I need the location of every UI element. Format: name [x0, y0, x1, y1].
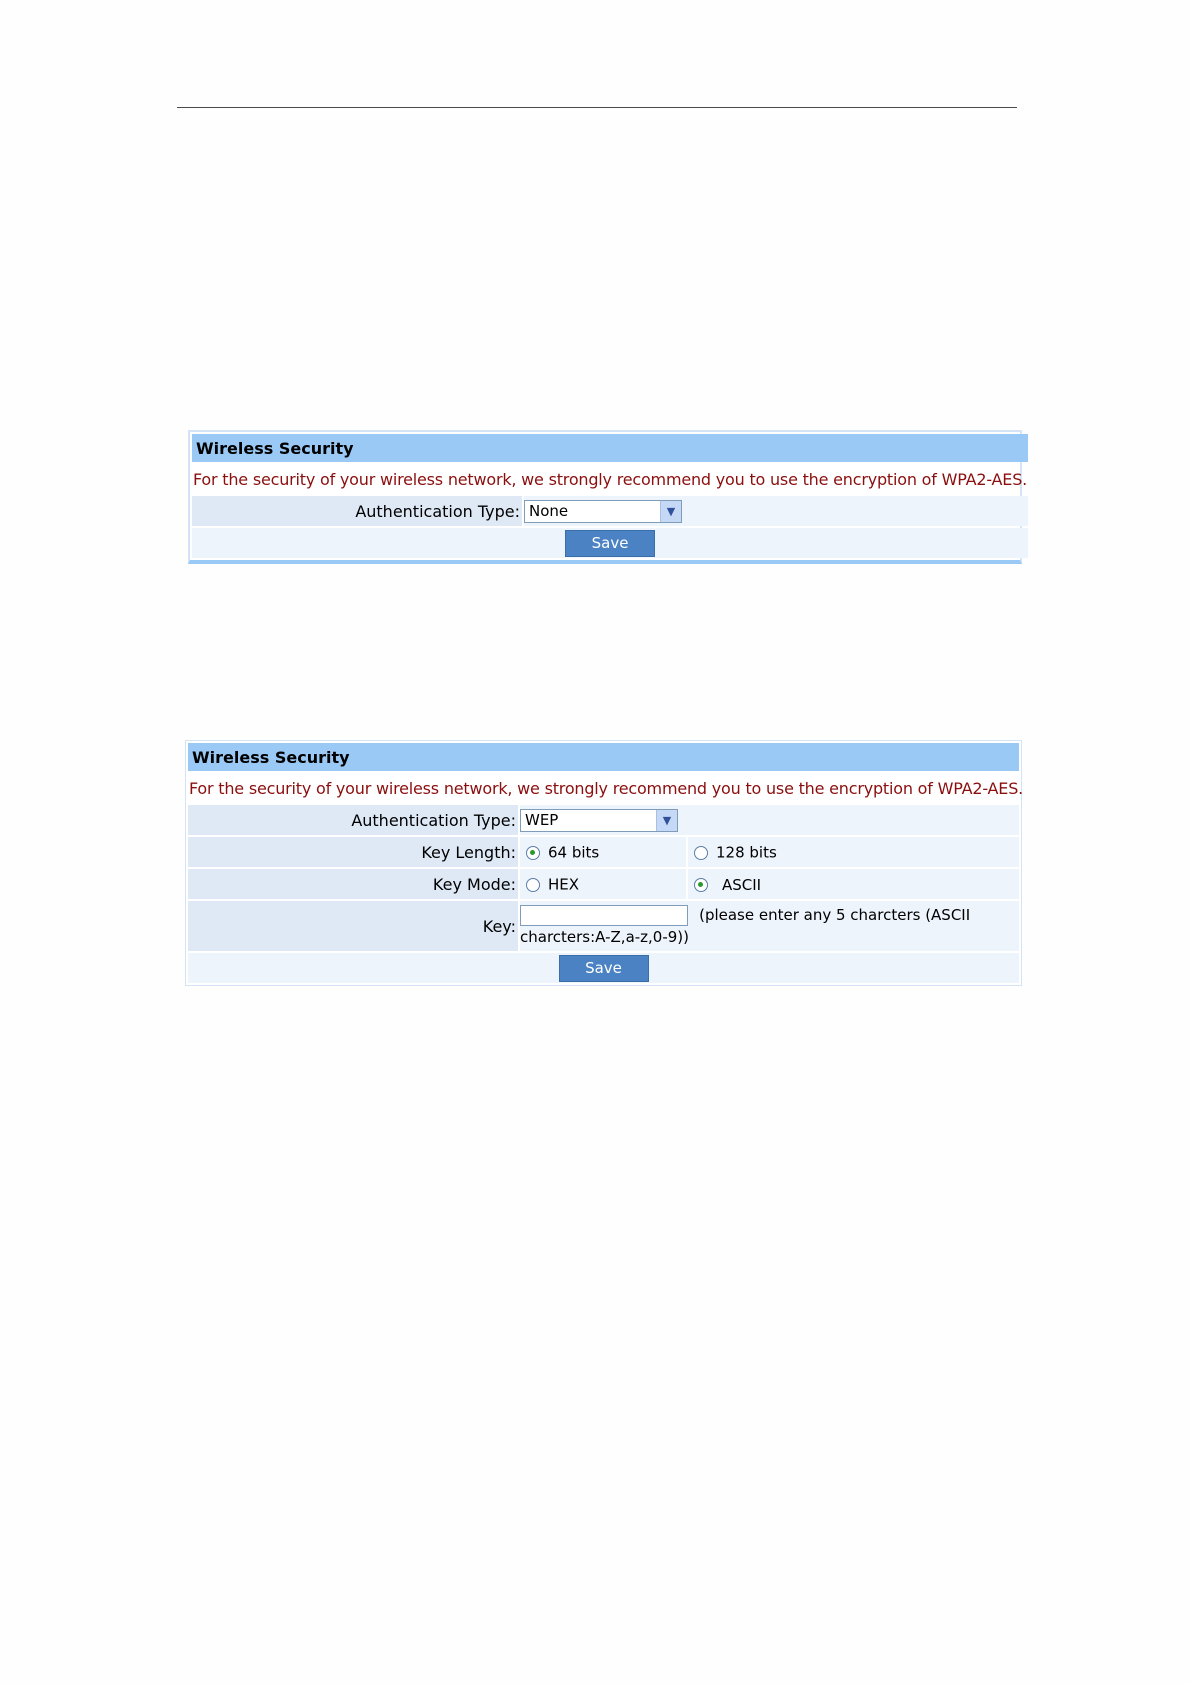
key-hint-continued: charcters:A-Z,a-z,0-9)) [520, 928, 690, 947]
key-label: Key: [188, 901, 518, 951]
save-button[interactable]: Save [565, 530, 655, 557]
key-length-128-radio[interactable] [694, 846, 708, 860]
save-button[interactable]: Save [559, 955, 649, 982]
key-length-label: Key Length: [188, 837, 518, 867]
save-bar [192, 528, 1028, 558]
wireless-security-panel-none [188, 430, 1028, 564]
key-mode-hex-cell [520, 869, 686, 899]
key-mode-ascii-radio[interactable] [694, 878, 708, 892]
wireless-security-panel-wep [185, 740, 1022, 986]
save-bar [188, 953, 1019, 983]
auth-type-select[interactable] [520, 809, 678, 832]
key-mode-hex-radio[interactable] [526, 878, 540, 892]
chevron-down-icon[interactable]: ▼ [660, 501, 681, 522]
panel-title: Wireless Security [192, 434, 1028, 462]
auth-type-value: WEP [525, 811, 559, 829]
auth-type-select[interactable] [524, 500, 682, 523]
key-cell [520, 901, 1019, 951]
key-length-128-label: 128 bits [716, 843, 777, 862]
key-length-64-cell [520, 837, 686, 867]
key-mode-label: Key Mode: [188, 869, 518, 899]
auth-type-label: Authentication Type: [192, 496, 522, 526]
auth-type-cell [520, 805, 1019, 835]
key-input[interactable] [520, 905, 688, 926]
key-mode-ascii-label: ASCII [722, 875, 762, 894]
security-notice: For the security of your wireless network, we strongly recommend you to use the encryption of WPA2-AES. [193, 469, 1028, 489]
page-rule [177, 107, 1017, 108]
key-length-64-label: 64 bits [548, 843, 600, 862]
chevron-down-icon[interactable]: ▼ [656, 810, 677, 831]
key-length-64-radio[interactable] [526, 846, 540, 860]
key-hint: (please enter any 5 charcters (ASCII [699, 906, 971, 925]
key-mode-hex-label: HEX [548, 875, 580, 894]
security-notice: For the security of your wireless network, we strongly recommend you to use the encryption of WPA2-AES. [189, 778, 1024, 798]
auth-type-label: Authentication Type: [188, 805, 518, 835]
key-mode-ascii-cell [688, 869, 1019, 899]
auth-type-value: None [529, 502, 569, 520]
auth-type-cell [524, 496, 1028, 526]
key-length-128-cell [688, 837, 1019, 867]
panel-title: Wireless Security [188, 743, 1019, 771]
